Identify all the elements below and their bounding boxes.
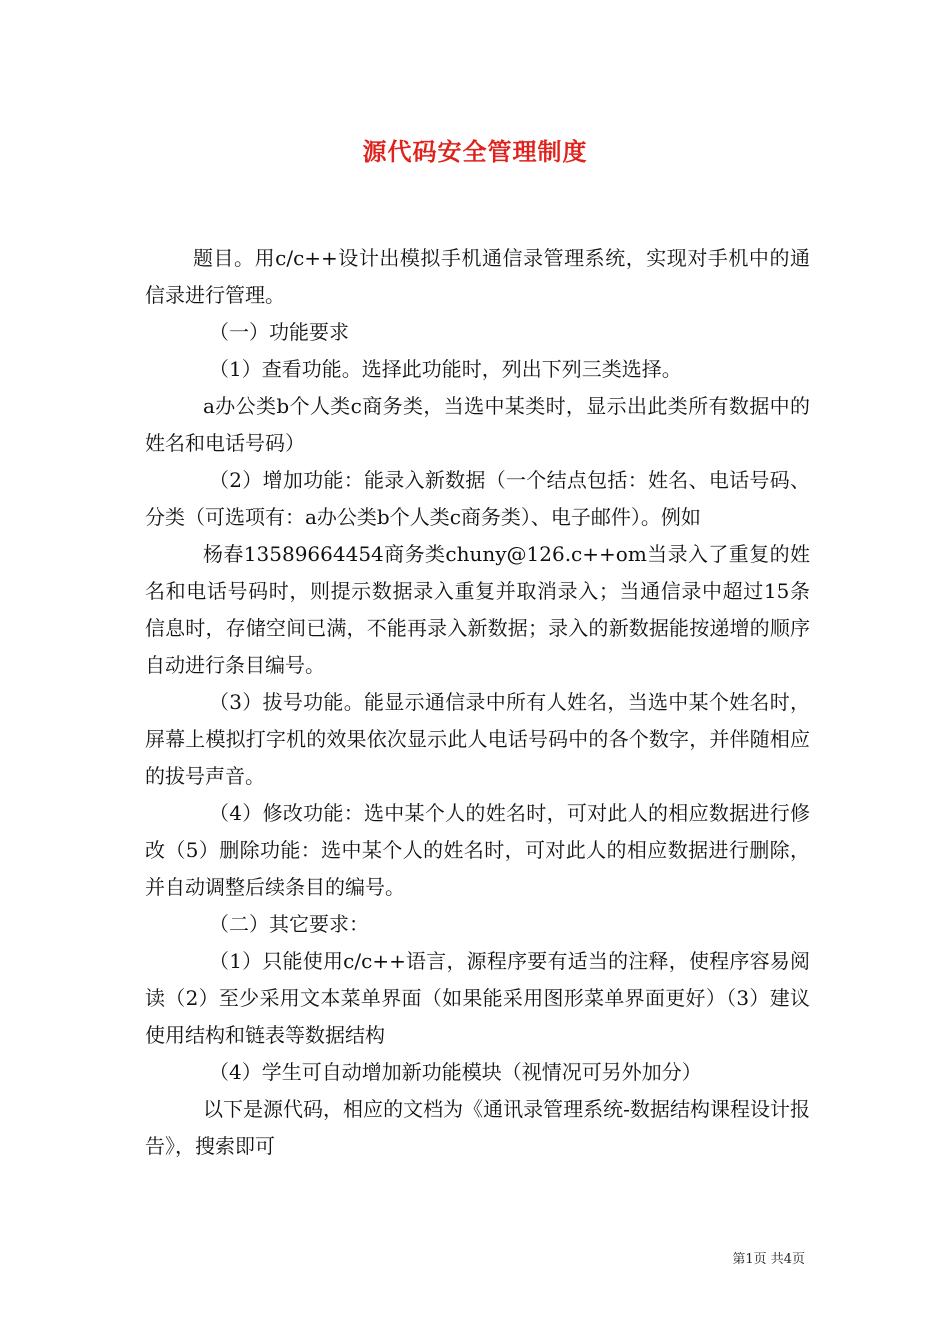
- paragraph-view-function: （1）查看功能。选择此功能时，列出下列三类选择。: [209, 357, 682, 381]
- paragraph-section-one-heading: （一）功能要求: [209, 320, 349, 344]
- paragraph-categories: a办公类b个人类c商务类，当选中某类时，显示出此类所有数据中的姓名和电话号码）: [145, 394, 810, 455]
- document-body: [145, 240, 810, 1165]
- paragraph-example: 杨春13589664454商务类chuny@126.c++om当录入了重复的姓名和电话号码时，则提示数据录入重复并取消录入；当通信录中超过15条信息时，存储空间已满，不能再录入新数据；录入的新数据能按递增的顺序自动进行条目编号。: [145, 542, 810, 677]
- document-title: 源代码安全管理制度: [362, 137, 588, 166]
- paragraph-topic: 题目。用c/c++设计出模拟手机通信录管理系统，实现对手机中的通信录进行管理。: [145, 246, 810, 307]
- paragraph-add-function: （2）增加功能：能录入新数据（一个结点包括：姓名、电话号码、分类（可选项有：a办公类b个人类c商务类）、电子邮件）。例如: [145, 468, 810, 529]
- paragraph-section-two-heading: （二）其它要求：: [209, 912, 369, 936]
- page-number-footer: 第1页 共4页: [732, 1252, 805, 1267]
- paragraph-dial-function: （3）拔号功能。能显示通信录中所有人姓名，当选中某个姓名时，屏幕上模拟打字机的效果依次显示此人电话号码中的各个数字，并伴随相应的拔号声音。: [145, 690, 810, 788]
- paragraph-extra-modules: （4）学生可自动增加新功能模块（视情况可另外加分）: [209, 1060, 702, 1084]
- paragraph-modify-delete-function: （4）修改功能：选中某个人的姓名时，可对此人的相应数据进行修改（5）删除功能：选中某个人的姓名时，可对此人的相应数据进行删除，并自动调整后续条目的编号。: [145, 801, 810, 899]
- paragraph-source-note: 以下是源代码，相应的文档为《通讯录管理系统-数据结构课程设计报告》，搜索即可: [145, 1097, 810, 1158]
- paragraph-other-requirements: （1）只能使用c/c++语言，源程序要有适当的注释，使程序容易阅读（2）至少采用文本菜单界面（如果能采用图形菜单界面更好）（3）建议使用结构和链表等数据结构: [145, 949, 810, 1047]
